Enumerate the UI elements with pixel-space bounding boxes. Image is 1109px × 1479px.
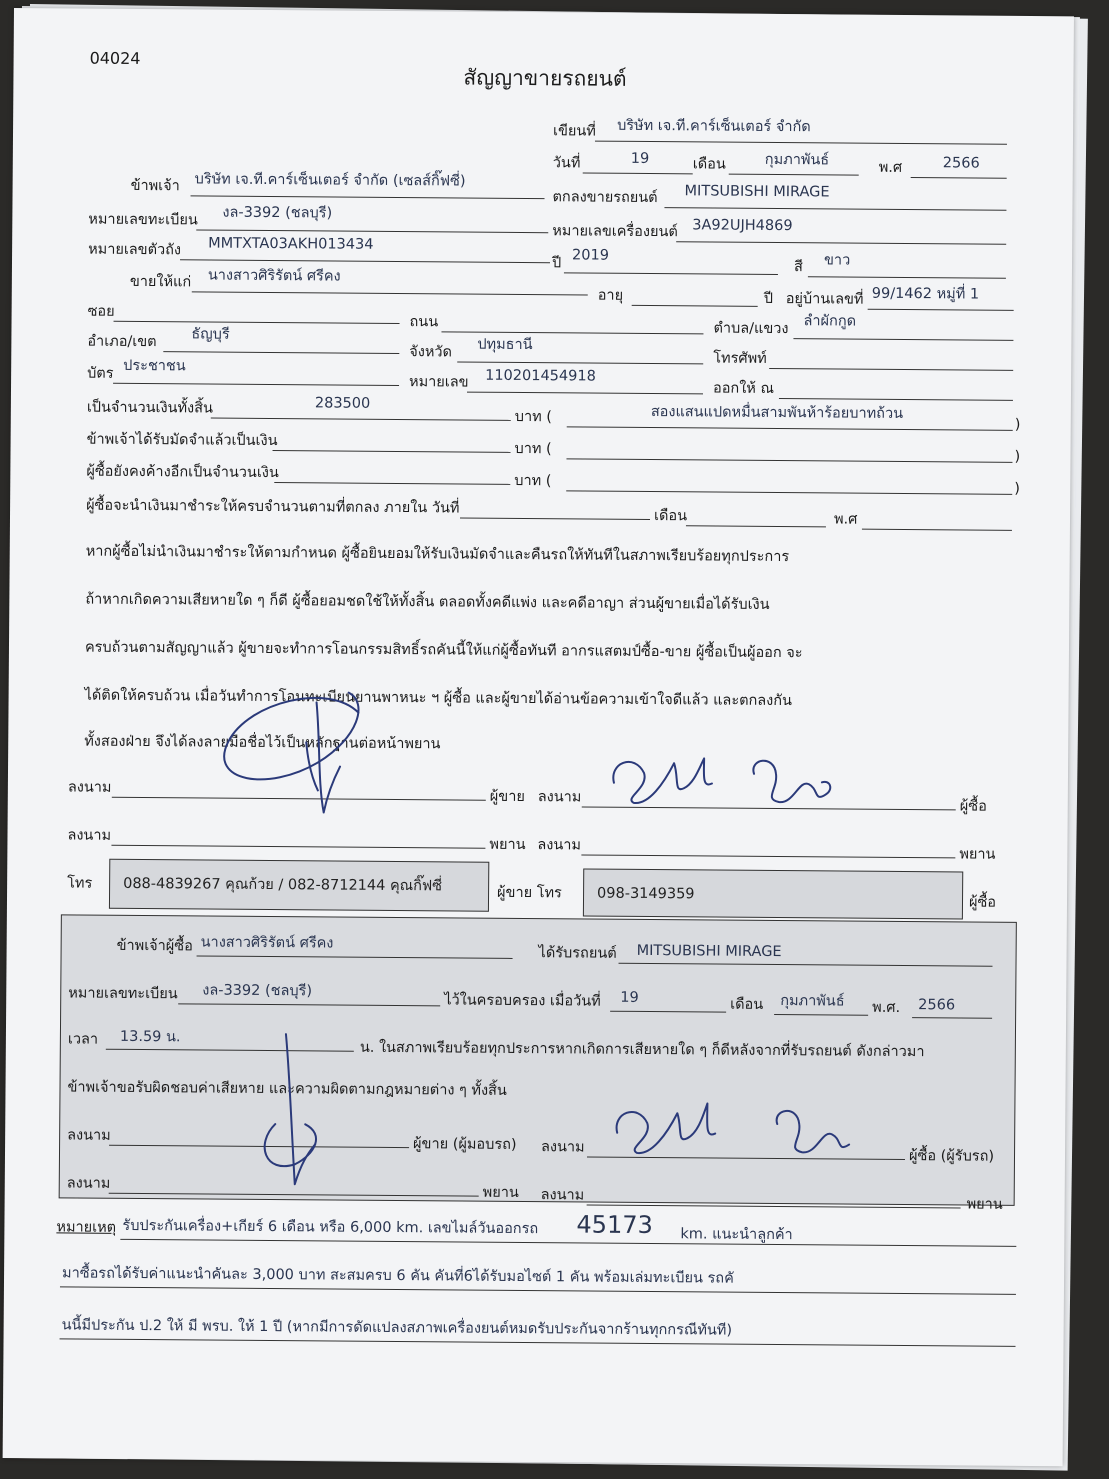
remaining-label: ผู้ซื้อยังคงค้างอีกเป็นจำนวนเงิน xyxy=(86,463,279,482)
sell-to-label: ขายให้แก่ xyxy=(129,273,192,291)
seller-sign-label: ลงนาม xyxy=(67,779,112,796)
receipt-day: 19 xyxy=(620,989,639,1006)
terms-line-4: ได้ติดให้ครบถ้วน เมื่อวันทำการโอนทะเบียนยานพาหนะ ฯ ผู้ซื้อ และผู้ขายได้อ่านข้อความเข้าใจดีแล้ว และตกลงกัน xyxy=(84,687,793,710)
card-number: 110201454918 xyxy=(485,367,596,385)
deposit-close-paren: ) xyxy=(1014,448,1021,465)
soi-line xyxy=(114,321,400,324)
receipt-plate: งล-3392 (ชลบุรี) xyxy=(202,982,313,1000)
deposit-baht-label: บาท ( xyxy=(514,440,552,458)
seller-label: ข้าพเจ้า xyxy=(130,177,180,195)
vehicle-year: 2019 xyxy=(572,247,610,264)
written-at-line xyxy=(595,141,1007,145)
date-month-line xyxy=(729,174,859,176)
vehicle-year-line xyxy=(564,272,778,275)
date-year: 2566 xyxy=(942,155,980,172)
remaining-words-line xyxy=(566,490,1012,495)
buyer-subdistrict: ลำผักกูด xyxy=(803,313,857,330)
remarks-line-1: รับประกันเครื่อง+เกียร์ 6 เดือน หรือ 6,000 km. เลขไมล์วันออกรถ xyxy=(122,1217,539,1238)
issued-at-line xyxy=(779,398,1013,401)
terms-line-1: หากผู้ซื้อไม่นำเงินมาชำระให้ตามกำหนด ผู้ซื้อยินยอมให้รับเงินมัดจำและคืนรถให้ทันทีในสภาพเรียบร้อยทุกประการ xyxy=(85,543,790,566)
age-label: อายุ xyxy=(597,287,624,304)
month-label: เดือน xyxy=(692,156,726,173)
terms-line-3: ครบถ้วนตามสัญญาแล้ว ผู้ขายจะทำการโอนกรรมสิทธิ์รถคันนี้ให้แก่ผู้ซื้อทันที อากรแสตมป์ซื้อ-ขาย ผู้ซื้อเป็นผู้ออก จะ xyxy=(84,639,803,662)
card-label: บัตร xyxy=(87,365,114,382)
terms-line-2: ถ้าหากเกิดความเสียหายใด ๆ ก็ดี ผู้ซื้อยอมชดใช้ให้ทั้งสิ้น ตลอดทั้งคดีแพ่ง และคดีอาญา ส่วนผู้ขายเมื่อได้รับเงิน xyxy=(85,591,770,613)
date-month: กุมภาพันธ์ xyxy=(764,151,830,169)
address-line xyxy=(868,309,1014,311)
province-line xyxy=(457,361,703,364)
card-number-line xyxy=(467,392,703,395)
color-line xyxy=(808,276,1006,279)
agree-sell-label: ตกลงขายรถยนต์ xyxy=(552,189,658,207)
receipt-time-suffix: น. ในสภาพเรียบร้อยทุกประการหากเกิดการเสียหายใด ๆ ก็ดีหลังจากที่รับรถยนต์ ดังกล่าวมา xyxy=(359,1039,925,1061)
buyer-province: ปทุมธานี xyxy=(477,336,533,354)
seller-name: บริษัท เจ.ที.คาร์เซ็นเตอร์ จำกัด (เซลส์กิ๊ฟซี่) xyxy=(194,171,466,190)
receipt-witness2-role: พยาน xyxy=(966,1196,1003,1213)
terms-line-5: ทั้งสองฝ่าย จึงได้ลงลายมือชื่อไว้เป็นหลักฐานต่อหน้าพยาน xyxy=(84,733,441,753)
receipt-buyer-signature xyxy=(607,1093,868,1165)
due-date-label: ผู้ซื้อจะนำเงินมาชำระให้ครบจำนวนตามที่ตกลง ภายใน วันที่ xyxy=(86,497,460,517)
vehicle-color: ขาว xyxy=(823,252,851,269)
buyer-address: 99/1462 หมู่ที่ 1 xyxy=(871,285,980,303)
chassis-line xyxy=(180,259,550,263)
issued-at-label: ออกให้ ณ xyxy=(712,380,775,397)
plate-line xyxy=(196,229,548,233)
due-year-line xyxy=(862,529,1012,531)
witness2-role: พยาน xyxy=(959,846,996,863)
remarks-line-2-rule xyxy=(60,1286,1016,1295)
date-year-line xyxy=(911,177,1007,179)
total-close-paren: ) xyxy=(1014,416,1021,433)
subdistrict-line xyxy=(793,338,1013,341)
phone-line xyxy=(769,368,1013,371)
receipt-month: กุมภาพันธ์ xyxy=(780,993,845,1010)
province-label: จังหวัด xyxy=(409,344,453,361)
witness1-role: พยาน xyxy=(489,836,526,854)
date-day: 19 xyxy=(630,150,650,167)
buyer-role: ผู้ซื้อ xyxy=(959,798,987,815)
total-in-words: สองแสนแปดหมื่นสามพันห้าร้อยบาทถ้วน xyxy=(650,404,904,422)
seller-phone: 088-4839267 คุณก้วย / 082-8712144 คุณกิ๊ฟซี่ xyxy=(123,875,443,895)
remarks-label: หมายเหตุ xyxy=(56,1219,117,1236)
receipt-buyer-name: นางสาวศิริรัตน์ ศรีคง xyxy=(200,934,334,952)
road-label: ถนน xyxy=(409,314,439,331)
deposit-line xyxy=(273,450,511,453)
receipt-witness1-sign-label: ลงนาม xyxy=(66,1175,111,1192)
remarks-line-2: มาซื้อรถได้รับค่าแนะนำคันละ 3,000 บาท สะสมครบ 6 คัน คันที่6ได้รับมอไซต์ 1 คัน พร้อมเล่มทะเบียน รถคั xyxy=(62,1265,734,1287)
model-line xyxy=(664,207,1006,211)
total-baht-label: บาท ( xyxy=(514,408,553,426)
plate-label: หมายเลขทะเบียน xyxy=(88,211,198,229)
written-at-label: เขียนที่ xyxy=(552,123,596,140)
buyer-sign-label: ลงนาม xyxy=(537,789,582,806)
receipt-buyer-sign-label: ลงนาม xyxy=(541,1139,585,1156)
remarks-line-1-suffix: km. แนะนำลูกค้า xyxy=(680,1226,793,1244)
written-at-value: บริษัท เจ.ที.คาร์เซ็นเตอร์ จำกัด xyxy=(617,117,811,136)
card-type-line xyxy=(113,383,399,386)
buyer-phone-role: ผู้ซื้อ xyxy=(968,894,997,911)
deposit-label: ข้าพเจ้าได้รับมัดจำแล้วเป็นเงิน xyxy=(86,431,278,450)
witness1-sign-label: ลงนาม xyxy=(67,827,112,844)
deposit-words-line xyxy=(566,458,1012,463)
receipt-witness2-sign-line xyxy=(587,1205,961,1209)
seller-line xyxy=(191,195,545,199)
soi-label: ซอย xyxy=(87,303,115,320)
receipt-time: 13.59 น. xyxy=(119,1028,181,1046)
buyer-name-line xyxy=(192,291,588,295)
card-type: ประชาชน xyxy=(123,357,186,375)
engine-line xyxy=(676,241,1006,245)
document-number: 04024 xyxy=(89,48,141,68)
remaining-close-paren: ) xyxy=(1014,480,1020,497)
total-label: เป็นจำนวนเงินทั้งสิ้น xyxy=(86,399,213,417)
engine-label: หมายเลขเครื่องยนต์ xyxy=(552,223,678,241)
phone-row-label: โทร xyxy=(67,875,93,892)
remarks-line-1-rule xyxy=(120,1239,1016,1247)
date-label: วันที่ xyxy=(552,155,581,172)
receipt-witness1-role: พยาน xyxy=(482,1184,519,1202)
card-number-label: หมายเลข xyxy=(409,374,469,391)
receipt-seller-sign-label: ลงนาม xyxy=(67,1127,111,1144)
receipt-received-label: ได้รับรถยนต์ xyxy=(538,945,617,962)
receipt-witness2-sign-label: ลงนาม xyxy=(540,1187,585,1204)
document-title: สัญญาขายรถยนต์ xyxy=(463,65,627,91)
receipt-month-label: เดือน xyxy=(730,996,764,1013)
address-label: อยู่บ้านเลขที่ xyxy=(785,291,864,308)
receipt-year: 2566 xyxy=(918,997,956,1014)
buyer-signature xyxy=(604,743,845,815)
witness1-sign-line xyxy=(111,845,485,849)
seller-phone-role: ผู้ขาย โทร xyxy=(497,884,562,902)
phone-label: โทรศัพท์ xyxy=(713,350,767,367)
buyer-name: นางสาวศิริรัตน์ ศรีคง xyxy=(207,267,341,285)
receipt-plate-label: หมายเลขทะเบียน xyxy=(68,985,178,1003)
vehicle-chassis: MMTXTA03AKH013434 xyxy=(208,235,374,253)
witness2-sign-line xyxy=(581,854,955,858)
district-line xyxy=(163,351,399,354)
road-line xyxy=(441,331,703,334)
total-amount: 283500 xyxy=(314,395,371,412)
chassis-label: หมายเลขตัวถัง xyxy=(88,241,182,259)
vehicle-engine: 3A92UJH4869 xyxy=(692,217,793,235)
due-month-label: เดือน xyxy=(653,508,688,525)
contract-page xyxy=(3,8,1074,1466)
age-line xyxy=(632,305,758,307)
color-label: สี xyxy=(793,259,803,276)
age-unit: ปี xyxy=(763,290,774,307)
witness2-sign-label: ลงนาม xyxy=(537,837,582,854)
receipt-time-label: เวลา xyxy=(67,1031,99,1048)
receipt-possession-label: ไว้ในครอบครอง เมื่อวันที่ xyxy=(444,992,601,1010)
seller-signature xyxy=(208,682,389,823)
due-year-label: พ.ศ xyxy=(833,511,858,528)
vehicle-year-label: ปี xyxy=(551,255,562,272)
remaining-baht-label: บาท ( xyxy=(514,472,552,490)
remarks-line-3: นนี้มีประกัน ป.2 ให้ มี พรบ. ให้ 1 ปี (หากมีการดัดแปลงสภาพเครื่องยนต์หมดรับประกันจากร้านทุกกรณีทันที) xyxy=(61,1317,733,1339)
receipt-liability: ข้าพเจ้าขอรับผิดชอบค่าเสียหาย และความผิดตามกฎหมายต่าง ๆ ทั้งสิ้น xyxy=(67,1079,507,1099)
receipt-seller-role: ผู้ขาย (ผู้มอบรถ) xyxy=(413,1136,517,1153)
vehicle-plate: งล-3392 (ชลบุรี) xyxy=(222,204,333,222)
district-label: อำเภอ/เขต xyxy=(87,333,157,351)
subdistrict-label: ตำบล/แขวง xyxy=(713,320,789,338)
total-line xyxy=(211,418,511,421)
remarks-line-3-rule xyxy=(60,1338,1016,1347)
remaining-line xyxy=(274,482,510,485)
year-label: พ.ศ xyxy=(878,159,903,176)
buyer-district: ธัญบุรี xyxy=(191,326,230,343)
total-words-line xyxy=(567,426,1013,431)
receipt-buyer-label: ข้าพเจ้าผู้ซื้อ xyxy=(116,937,193,955)
seller-role: ผู้ขาย xyxy=(489,788,525,806)
receipt-buyer-role: ผู้ซื้อ (ผู้รับรถ) xyxy=(908,1148,995,1165)
vehicle-model: MITSUBISHI MIRAGE xyxy=(684,183,830,201)
mileage-value: 45173 xyxy=(576,1210,653,1240)
receipt-year-label: พ.ศ. xyxy=(872,999,901,1016)
date-day-line xyxy=(583,172,693,174)
due-day-line xyxy=(460,518,650,520)
receipt-model: MITSUBISHI MIRAGE xyxy=(636,942,782,961)
receipt-seller-signature xyxy=(245,1024,336,1205)
buyer-phone: 098-3149359 xyxy=(596,885,695,903)
due-month-line xyxy=(686,525,826,527)
